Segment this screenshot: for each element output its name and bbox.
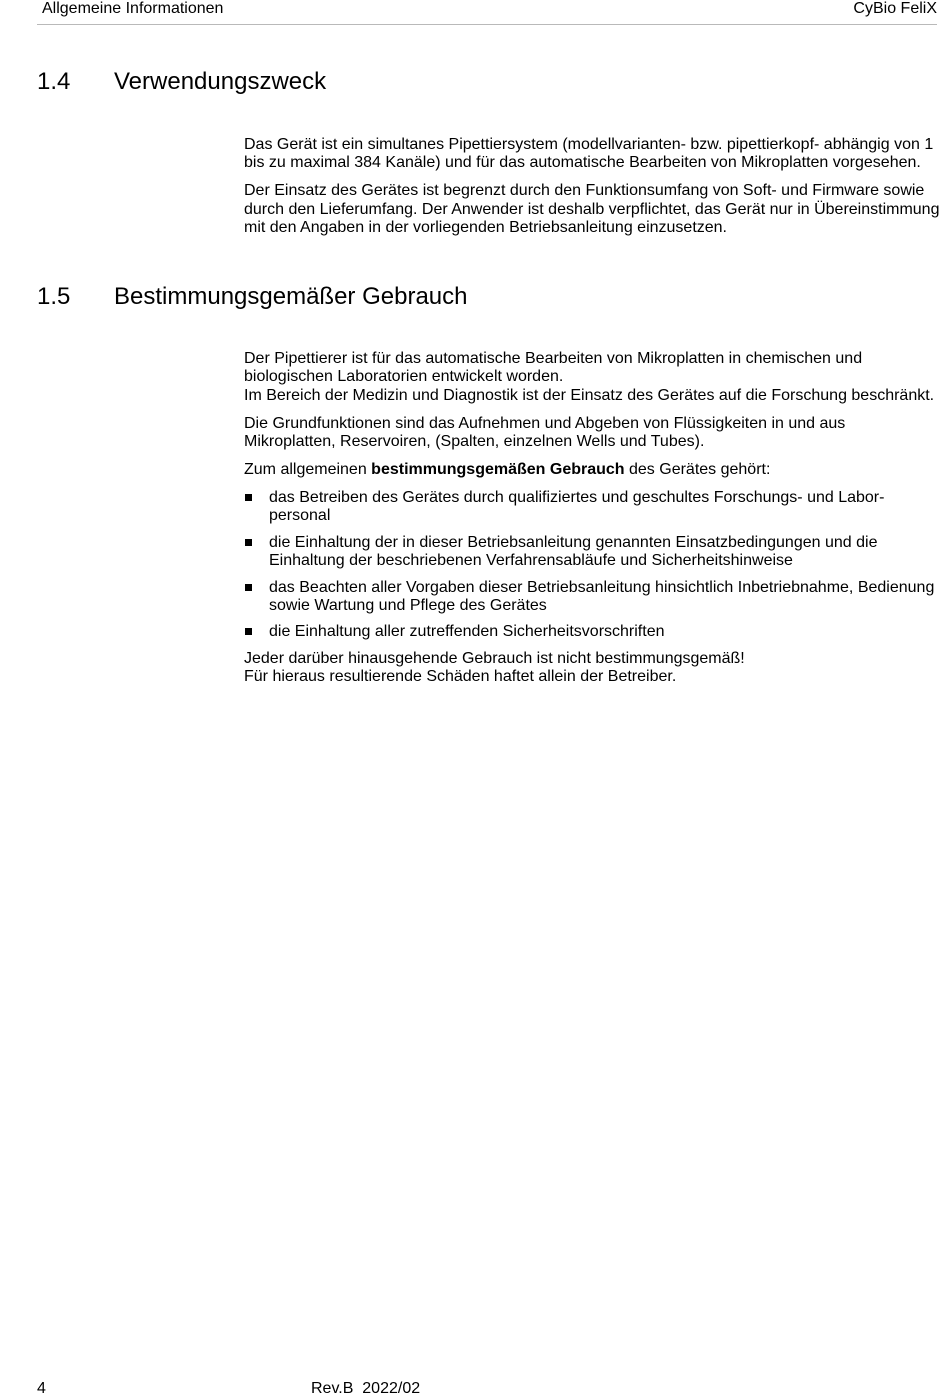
list-item bbox=[244, 534, 940, 571]
paragraph: Der Einsatz des Gerätes ist begrenzt durch den Funktionsumfang von Soft- und Firmware sowie durch den Lieferumfang. Der Anwender ist deshalb verpflichtet, das Gerät nur in Übereinstimmung mit den Angaben in der vorliegenden Betriebsanleitung einzusetzen. bbox=[244, 182, 940, 237]
section-1-4-body bbox=[244, 136, 940, 247]
running-header-chapter: Allgemeine Informationen bbox=[42, 0, 224, 17]
paragraph-line: Für hieraus resultierende Schäden haftet allein der Betreiber. bbox=[244, 668, 677, 686]
square-bullet-icon bbox=[245, 539, 252, 546]
emphasis-text: bestimmungsgemäßen Gebrauch bbox=[371, 461, 625, 479]
list-item bbox=[244, 623, 940, 641]
paragraph-line: Im Bereich der Medizin und Diagnostik ist der Einsatz des Gerätes auf die Forschung beschränkt. bbox=[244, 386, 935, 404]
section-1-5-body bbox=[244, 350, 940, 696]
paragraph bbox=[244, 350, 940, 405]
section-heading-1-4 bbox=[37, 68, 326, 96]
section-number: 1.5 bbox=[37, 283, 71, 310]
header-divider bbox=[37, 24, 937, 25]
list-item-text: die Einhaltung der in dieser Betriebsanleitung genannten Einsatzbedingungen und die Einhaltung der beschriebenen Verfahrensabläufe und Sicherheitshinweise bbox=[269, 533, 878, 570]
paragraph: Das Gerät ist ein simultanes Pipettiersystem (modellvarianten- bzw. pipettierkopf- abhängig von 1 bis zu maximal 384 Kanäle) und für das automatische Bearbeiten von Mikroplatten vorgesehen. bbox=[244, 136, 934, 172]
list-item-text: das Beachten aller Vorgaben dieser Betriebsanleitung hinsichtlich Inbetriebnahme, Bedienung sowie Wartung und Pflege des Gerätes bbox=[269, 578, 935, 614]
bullet-list bbox=[244, 489, 940, 642]
section-title: Verwendungszweck bbox=[114, 68, 327, 95]
section-heading-1-5 bbox=[37, 283, 467, 311]
square-bullet-icon bbox=[245, 494, 252, 501]
paragraph-line: Jeder darüber hinausgehende Gebrauch ist nicht bestimmungsgemäß! bbox=[244, 649, 745, 667]
revision-label: Rev.B 2022/02 bbox=[311, 1380, 421, 1397]
list-item bbox=[244, 579, 940, 616]
page-number: 4 bbox=[37, 1380, 46, 1397]
square-bullet-icon bbox=[245, 628, 252, 635]
text: des Gerätes gehört: bbox=[624, 461, 771, 479]
square-bullet-icon bbox=[245, 584, 252, 591]
list-item-text: das Betreiben des Gerätes durch qualifiziertes und geschultes Forschungs- und Labor- personal bbox=[269, 488, 885, 525]
paragraph bbox=[244, 650, 940, 687]
paragraph bbox=[244, 461, 940, 479]
paragraph: Die Grundfunktionen sind das Aufnehmen und Abgeben von Flüssigkeiten in und aus Mikroplatten, Reservoiren, (Spalten, einzelnen Wells und Tubes). bbox=[244, 414, 846, 451]
paragraph-line: Der Pipettierer ist für das automatische Bearbeiten von Mikroplatten in chemischen und biologischen Laboratorien entwickelt worden. bbox=[244, 350, 863, 386]
list-item bbox=[244, 489, 940, 526]
list-item-text: die Einhaltung aller zutreffenden Sicherheitsvorschriften bbox=[269, 623, 665, 641]
text: Zum allgemeinen bbox=[244, 461, 372, 479]
section-number: 1.4 bbox=[37, 68, 71, 95]
section-title: Bestimmungsgemäßer Gebrauch bbox=[114, 283, 468, 310]
running-header-product: CyBio FeliX bbox=[853, 0, 937, 17]
